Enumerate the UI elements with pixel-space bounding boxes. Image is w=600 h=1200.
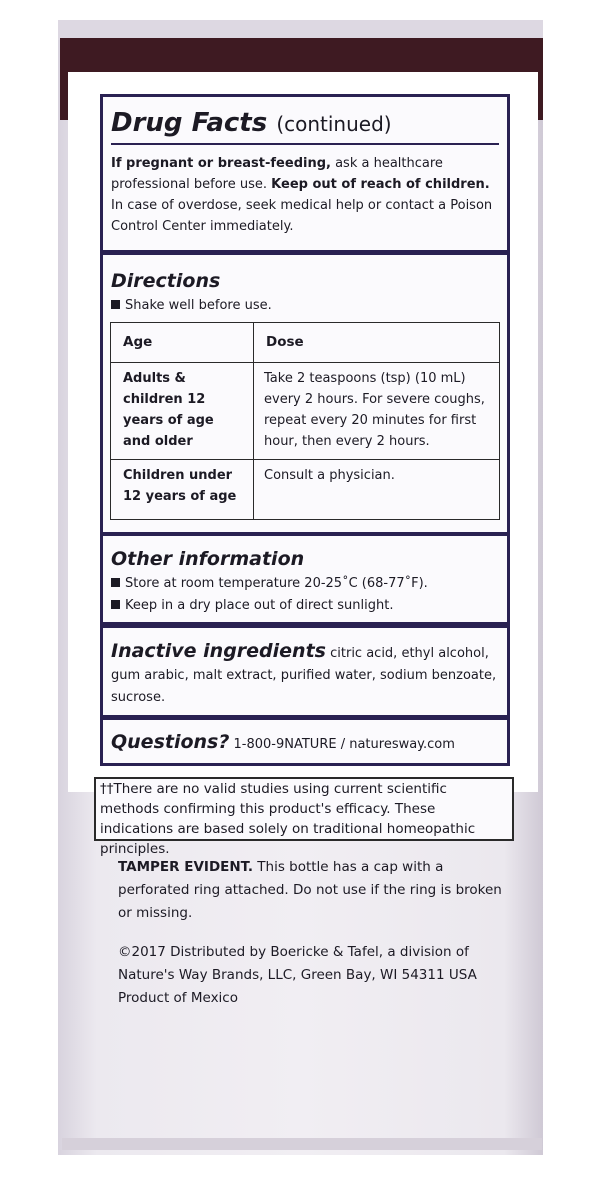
distribution-text <box>118 941 508 1010</box>
bullet-icon <box>111 578 120 587</box>
other-info-item <box>111 595 393 616</box>
age-cell: Adults & children 12 years of age and older <box>111 363 254 460</box>
storage-text: Store at room temperature 20-25˚C (68-77˚F). <box>125 576 428 591</box>
tamper-bold: TAMPER EVIDENT. <box>118 859 253 875</box>
tamper-rest: This bottle has a cap with a perforated ring attached. Do not use if the ring is broken or missing. <box>118 859 502 921</box>
distribution-line-2: Nature's Way Brands, LLC, Green Bay, WI 54311 USA <box>118 967 477 983</box>
directions-bullet <box>111 295 272 316</box>
pregnancy-warning-bold: If pregnant or breast-feeding, <box>111 156 331 171</box>
title-rule <box>111 105 499 145</box>
directions-title: Directions <box>111 270 221 292</box>
warnings-text <box>111 153 503 237</box>
overdose-warning: In case of overdose, seek medical help or contact a Poison Control Center immediately. <box>111 198 493 234</box>
questions-line <box>111 732 503 755</box>
age-cell: Children under 12 years of age <box>111 460 254 520</box>
warnings-section <box>100 94 510 253</box>
table-header-row <box>111 323 500 363</box>
box-bottom-edge <box>62 1138 542 1150</box>
questions-contact: 1-800-9NATURE / naturesway.com <box>229 737 455 752</box>
dosage-table <box>110 322 500 520</box>
questions-title: Questions? <box>111 731 230 753</box>
bullet-icon <box>111 600 120 609</box>
other-info-section <box>100 533 510 625</box>
pregnancy-warning: ask a healthcare professional before use. <box>111 156 443 192</box>
inactive-text <box>111 640 503 709</box>
dose-cell: Take 2 teaspoons (tsp) (10 mL) every 2 hours. For severe coughs, repeat every 20 minutes for first hour, then every 2 hours. <box>254 363 500 460</box>
drug-facts-title: Drug Facts <box>111 108 268 138</box>
box-top-flap <box>58 20 543 40</box>
distribution-line-3: Product of Mexico <box>118 990 238 1006</box>
inactive-title: Inactive ingredients <box>111 640 326 662</box>
efficacy-disclaimer: ††There are no valid studies using current scientific methods confirming this product's efficacy. These indications are based solely on traditional homeopathic principles. <box>94 777 514 841</box>
dry-place-text: Keep in a dry place out of direct sunlight. <box>125 598 394 613</box>
title-continued: (continued) <box>276 112 392 136</box>
bullet-icon <box>111 300 120 309</box>
distribution-line-1: ©2017 Distributed by Boericke & Tafel, a division of <box>118 944 469 960</box>
other-info-title: Other information <box>111 548 305 570</box>
age-header: Age <box>111 323 254 363</box>
tamper-evident-text <box>118 856 508 925</box>
keep-out-reach: Keep out of reach of children. <box>271 177 490 192</box>
table-row <box>111 460 500 520</box>
inactive-section <box>100 625 510 718</box>
shake-well-text: Shake well before use. <box>125 298 272 313</box>
questions-section <box>100 717 510 766</box>
other-info-item <box>111 573 428 594</box>
dose-header: Dose <box>254 323 500 363</box>
table-row <box>111 363 500 460</box>
inactive-list: citric acid, ethyl alcohol, gum arabic, malt extract, purified water, sodium benzoate, sucrose. <box>111 646 497 705</box>
dose-cell: Consult a physician. <box>254 460 500 520</box>
